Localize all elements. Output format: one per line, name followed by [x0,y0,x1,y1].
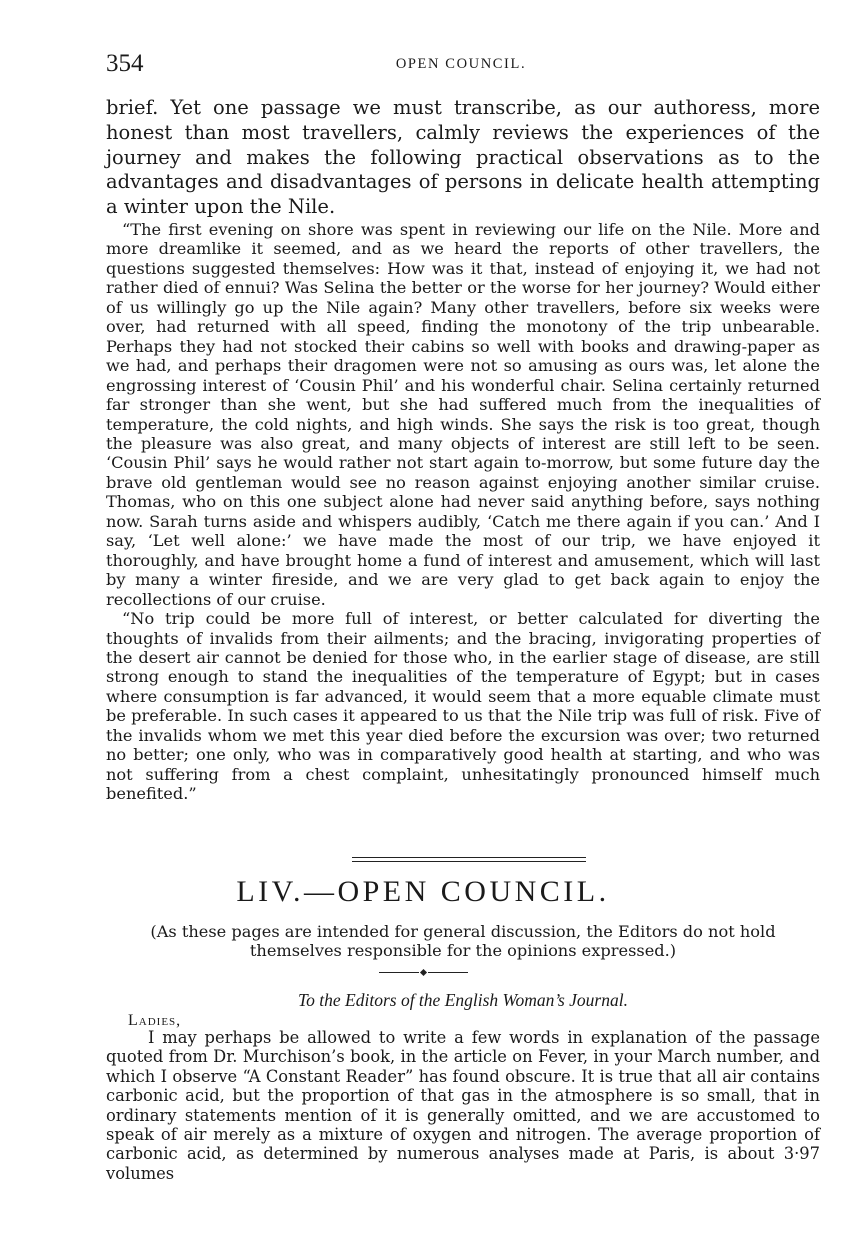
letter-body: I may perhaps be allowed to write a few words in explanation of the passage quoted from Dr. Murchison’s book, in the article on Fever, in your March number, and which I observe “A Constant Reader” has found obscure. It is true that all air contains carbonic acid, but the proportion of that gas in the atmosphere is so small, that in ordinary statements mention of it is generally omitted, and we are accustomed to speak of air merely as a mixture of oxygen and nitrogen. The average proportion of carbonic acid, as determined by numerous analyses made at Paris, is about 3·97 volumes [106,1028,820,1183]
ornament-divider [0,962,846,976]
editorial-note-line-1: (As these pages are intended for general discussion, the Editors do not hold [150,922,776,941]
editorial-note-line-2: themselves responsible for the opinions expressed.) [249,941,677,960]
letter-salutation: Ladies, [128,1012,182,1029]
page-header [106,50,816,80]
quote-paragraph-1: “The first evening on shore was spent in reviewing our life on the Nile. More and more dreamlike it seemed, and as we heard the reports of other travellers, the questions suggested themselves: How was it that, instead of enjoying it, we had not rather died of ennui? Was Selina the better or the worse for her journey? Would either of us willingly go up the Nile again? Many other travellers, before six weeks were over, had returned with all speed, finding the monotony of the trip unbearable. Perhaps they had not stocked their cabins so well with books and drawing-paper as we had, and perhaps their dragomen were not so amusing as ours was, let alone the engrossing interest of ‘Cousin Phil’ and his wonderful chair. Selina certainly returned far stronger than she went, but she had suffered much from the inequalities of temperature, the cold nights, and high winds. She says the risk is too great, though the pleasure was also great, and many objects of interest are still left to be seen. ‘Cousin Phil’ says he would rather not start again to-morrow, but some future day the brave old gentleman would see no reason against enjoying another similar cruise. Thomas, who on this one subject alone had never said anything before, says nothing now. Sarah turns aside and whispers audibly, ‘Catch me there again if you can.’ And I say, ‘Let well alone:’ we have made the most of our trip, we have enjoyed it thoroughly, and have brought home a fund of interest and amusement, which will last by many a winter fireside, and we are very glad to get back again to enjoy the recollections of our cruise. [106,220,820,609]
section-title: LIV.—OPEN COUNCIL. [236,875,610,908]
quote-paragraph-2: “No trip could be more full of interest, or better calculated for diverting the thoughts of invalids from their ailments; and the bracing, invigorating properties of the desert air cannot be denied for those who, in the earlier stage of disease, are still strong enough to stand the inequalities of the temperature of Egypt; but in cases where consumption is far advanced, it would seem that a more equable climate must be preferable. In such cases it appeared to us that the Nile trip was full of risk. Five of the invalids whom we met this year died before the excursion was over; two returned no better; one only, who was in comparatively good health at starting, and who was not suffering from a chest complaint, unhesitatingly pronounced himself much benefited.” [106,609,820,804]
travel-quotation [106,220,820,804]
section-rule-top [352,857,586,858]
page-number: 354 [106,50,144,77]
editorial-note [106,922,820,960]
intro-paragraph: brief. Yet one passage we must transcribe, as our authoress, more honest than most travellers, calmly reviews the experiences of the journey and makes the following practical observations as to the advantages and disadvantages of persons in delicate health attempting a winter upon the Nile. [106,96,820,219]
running-title: OPEN COUNCIL. [395,56,527,72]
letter-dedication: To the Editors of the English Woman’s Journal. [298,990,628,1010]
diamond-icon [419,969,426,976]
section-rule-bottom [352,861,586,862]
